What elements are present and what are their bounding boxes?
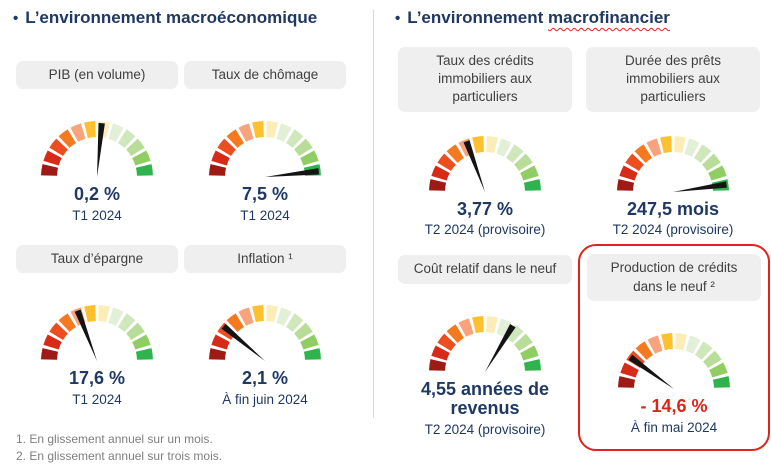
bullet-icon: • [395,10,401,27]
gauge-value-duree-prets: 247,5 mois [626,198,720,219]
gauge-period-cout-relatif: T2 2024 (provisoire) [424,422,546,438]
gauge-svg [190,281,340,367]
gauge-label-inflation: Inflation ¹ [184,245,347,273]
gauge-needle [97,123,105,177]
gauge-value-production-credits: - 14,6 % [640,395,708,416]
vertical-divider [373,10,374,418]
gauge-svg [22,97,172,183]
gauge-period-epargne: T1 2024 [72,392,122,408]
gauge-label-production-credits: Production de crédits dans le neuf ² [587,254,762,300]
gauge-label-epargne: Taux d’épargne [16,245,179,273]
section-title-text: L’environnement [407,8,549,27]
gauge-chart-epargne [22,281,172,367]
gauge-card-cout-relatif [395,255,575,437]
gauge-period-taux-credits: T2 2024 (provisoire) [424,222,546,238]
gauge-value-pib: 0,2 % [73,184,121,205]
gauge-chart-pib [22,97,172,183]
gauge-svg [410,292,560,378]
gauge-chart-taux-credits [410,112,560,198]
gauge-value-inflation: 2,1 % [241,368,289,389]
gauge-value-epargne: 17,6 % [68,368,126,389]
gauge-value-cout-relatif: 4,55 années de revenus [420,378,550,419]
section-title-macroeconomique [13,8,363,28]
gauge-chart-inflation [190,281,340,367]
gauge-grid-left [13,61,363,407]
gauge-card-inflation [181,245,349,407]
gauge-chart-duree-prets [598,112,748,198]
section-macroeconomique [13,8,363,407]
gauge-period-pib: T1 2024 [72,208,122,224]
gauge-svg [598,112,748,198]
gauge-grid-right [395,47,767,437]
gauge-label-chomage: Taux de chômage [184,61,347,89]
gauge-period-duree-prets: T2 2024 (provisoire) [612,222,734,238]
gauge-svg [410,112,560,198]
gauge-label-cout-relatif: Coût relatif dans le neuf [398,255,573,283]
gauge-needle [265,168,319,177]
gauge-label-duree-prets: Durée des prêts immobiliers aux particuliers [586,47,761,112]
gauge-label-pib: PIB (en volume) [16,61,179,89]
gauge-period-inflation: À fin juin 2024 [222,392,308,408]
footnote-1: 1. En glissement annuel sur un mois. [16,432,213,446]
gauge-svg [22,281,172,367]
gauge-period-chomage: T1 2024 [240,208,290,224]
gauge-chart-production-credits [599,309,749,395]
bullet-icon: • [13,10,19,27]
gauge-value-taux-credits: 3,77 % [456,198,514,219]
gauge-chart-chomage [190,97,340,183]
gauge-svg [190,97,340,183]
section-title-underlined-word: macrofinancier [548,8,670,27]
gauge-svg [599,309,749,395]
gauge-card-taux-credits [395,47,575,237]
gauge-card-production-credits [578,244,770,451]
gauge-card-pib [13,61,181,223]
gauge-card-epargne [13,245,181,407]
gauge-card-duree-prets [583,47,763,237]
gauge-period-production-credits: À fin mai 2024 [630,419,718,435]
gauge-card-chomage [181,61,349,223]
section-macrofinancier [395,8,767,437]
footnote-2: 2. En glissement annuel sur trois mois. [16,448,223,463]
footnotes [16,431,222,464]
gauge-chart-cout-relatif [410,292,560,378]
section-title-text: L’environnement macroéconomique [25,8,318,27]
gauge-value-chomage: 7,5 % [241,184,289,205]
section-title-macrofinancier [395,8,767,28]
gauge-label-taux-credits: Taux des crédits immobiliers aux particuliers [398,47,573,112]
